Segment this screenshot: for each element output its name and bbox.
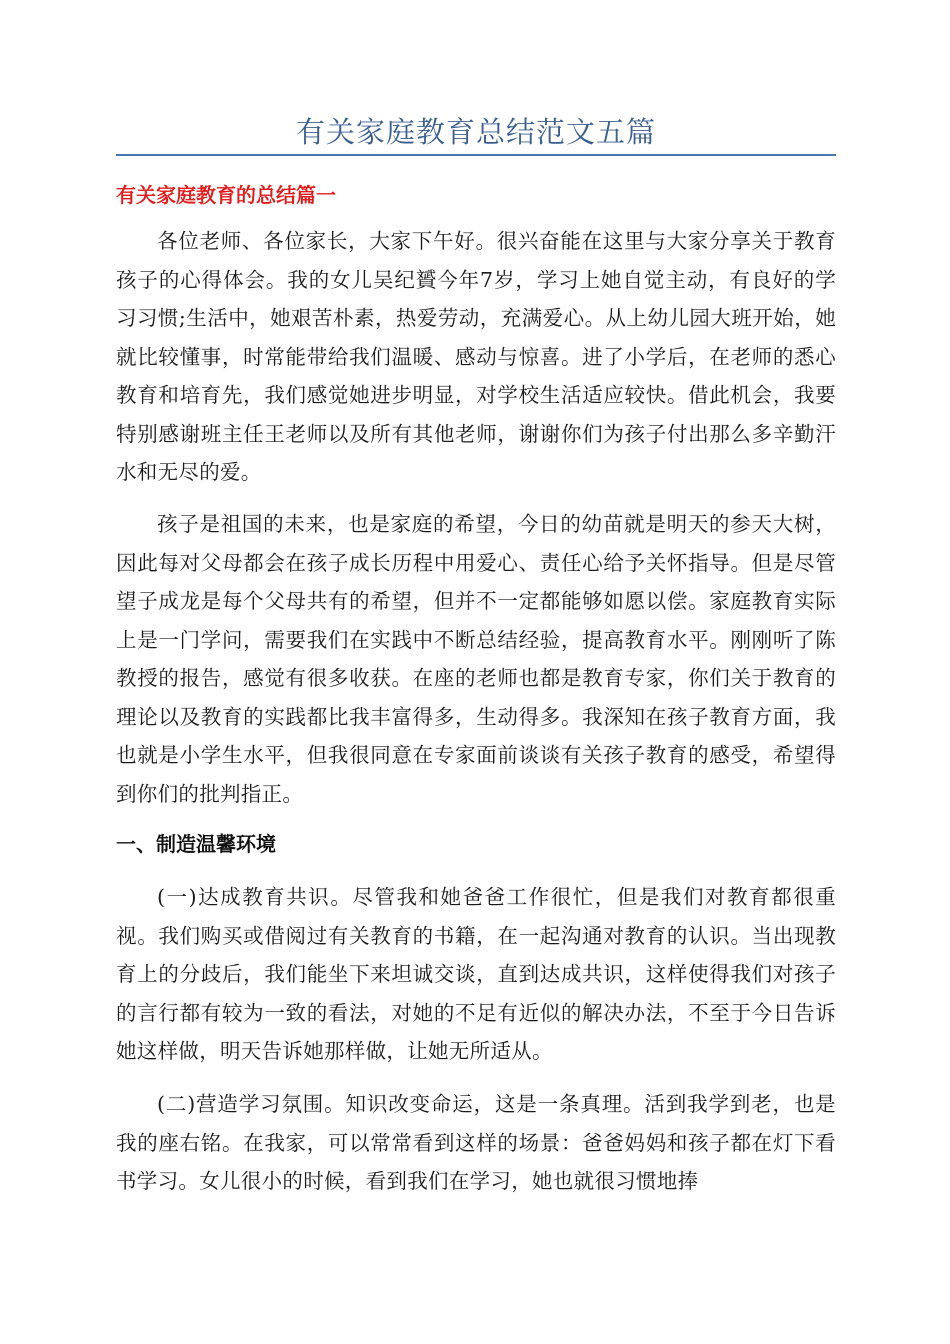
body-paragraph-3: (一)达成教育共识。尽管我和她爸爸工作很忙，但是我们对教育都很重视。我们购买或借阅过有关教育的书籍，在一起沟通对教育的认识。当出现教育上的分歧后，我们能坐下来坦诚交谈，直到达成共识，这样使得我们对孩子的言行都有较为一致的看法，对她的不足有近似的解决办法，不至于今日告诉她这样做，明天告诉她那样做，让她无所适从。 [116, 885, 836, 1063]
title-underline-divider [116, 154, 836, 156]
sub-heading: 一、制造温馨环境 [116, 832, 276, 856]
body-paragraph-2: 孩子是祖国的未来，也是家庭的希望，今日的幼苗就是明天的参天大树，因此每对父母都会在孩子成长历程中用爱心、责任心给予关怀指导。但是尽管望子成龙是每个父母共有的希望，但并不一定都能够如愿以偿。家庭教育实际上是一门学问，需要我们在实践中不断总结经验，提高教育水平。刚刚听了陈教授的报告，感觉有很多收获。在座的老师也都是教育专家，你们关于教育的理论以及教育的实践都比我丰富得多，生动得多。我深知在孩子教育方面，我也就是小学生水平，但我很同意在专家面前谈谈有关孩子教育的感受，希望得到你们的批判指正。 [116, 512, 836, 806]
section-heading: 有关家庭教育的总结篇一 [116, 183, 336, 207]
body-paragraph-4: (二)营造学习氛围。知识改变命运，这是一条真理。活到我学到老，也是我的座右铭。在我家，可以常常看到这样的场景：爸爸妈妈和孩子都在灯下看书学习。女儿很小的时候，看到我们在学习，她也就很习惯地捧 [116, 1092, 836, 1193]
document-title: 有关家庭教育总结范文五篇 [295, 115, 656, 149]
body-paragraph-1: 各位老师、各位家长，大家下午好。很兴奋能在这里与大家分享关于教育孩子的心得体会。我的女儿吴纪贇今年7岁，学习上她自觉主动，有良好的学习习惯;生活中，她艰苦朴素，热爱劳动，充满爱心。从上幼儿园大班开始，她就比较懂事，时常能带给我们温暖、感动与惊喜。进了小学后，在老师的悉心教育和培育先，我们感觉她进步明显，对学校生活适应较快。借此机会，我要特别感谢班主任王老师以及所有其他老师，谢谢你们为孩子付出那么多辛勤汗水和无尽的爱。 [116, 229, 836, 484]
